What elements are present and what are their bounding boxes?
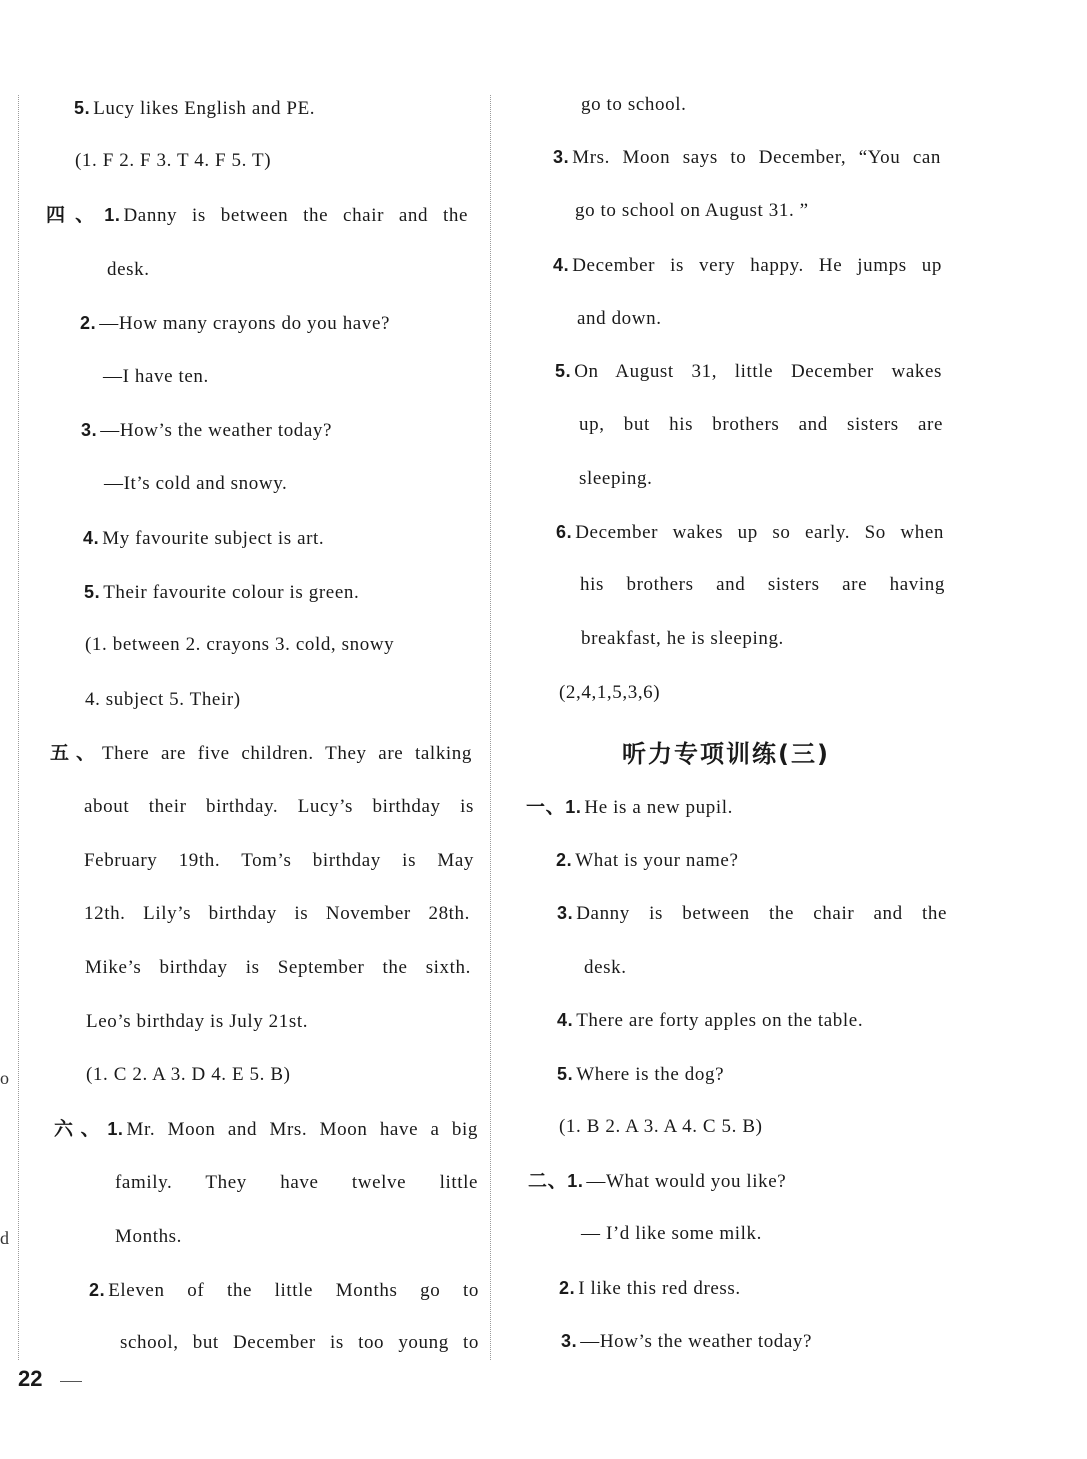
answer-line-cont: his brothers and sisters are having	[580, 574, 945, 595]
answer-line	[557, 901, 947, 926]
answer-text: —How’s the weather today?	[580, 1331, 813, 1352]
answer-text: Danny is between the chair and the	[123, 205, 469, 226]
section-marker: 一、	[526, 796, 566, 818]
answer-line-cont: go to school.	[581, 94, 687, 115]
answer-line-cont: Months.	[115, 1226, 183, 1247]
answer-text: December wakes up so early. So when	[575, 522, 944, 543]
answer-text: Where is the dog?	[576, 1064, 725, 1085]
item-number: 4.	[553, 255, 570, 275]
answer-line-cont: family. They have twelve little	[115, 1172, 478, 1193]
answer-line-cont: —I have ten.	[103, 366, 209, 387]
answer-line	[553, 253, 942, 278]
item-number: 1.	[565, 797, 582, 817]
answer-line	[83, 526, 324, 551]
answer-line-cont: 12th. Lily’s birthday is November 28th.	[84, 903, 470, 924]
answer-line-cont: Mike’s birthday is September the sixth.	[85, 957, 471, 978]
item-number: 5.	[557, 1064, 574, 1084]
answer-line	[81, 418, 332, 443]
item-number: 5.	[74, 98, 91, 118]
answer-text: Their favourite colour is green.	[103, 582, 360, 603]
answer-line	[80, 311, 390, 336]
answer-line	[556, 848, 739, 873]
section-title: 听力专项训练(三)	[622, 740, 830, 768]
page-number-rule	[60, 1381, 82, 1382]
answer-line	[89, 1278, 479, 1303]
left-margin-line	[18, 95, 19, 1360]
answer-text: Mrs. Moon says to December, “You can	[572, 147, 941, 168]
item-number: 5.	[84, 582, 101, 602]
answer-line	[559, 1276, 741, 1301]
answer-line	[561, 1329, 812, 1354]
item-number: 3.	[557, 903, 574, 923]
edge-fragment: d	[0, 1228, 9, 1248]
answer-line	[526, 795, 733, 820]
answer-text: —How’s the weather today?	[100, 420, 333, 441]
answer-line	[553, 145, 941, 170]
answer-text: On August 31, little December wakes	[574, 361, 942, 382]
answer-line	[557, 1008, 863, 1033]
answer-line	[46, 203, 468, 228]
answer-line-cont: desk.	[107, 259, 150, 280]
item-number: 3.	[553, 147, 570, 167]
answer-text: —How many crayons do you have?	[99, 313, 391, 334]
answer-line-cont: February 19th. Tom’s birthday is May	[84, 850, 474, 871]
answer-text: —What would you like?	[586, 1171, 787, 1192]
answer-line-cont: sleeping.	[579, 468, 653, 489]
answer-text: There are forty apples on the table.	[576, 1010, 864, 1031]
section-marker: 二、	[528, 1170, 568, 1192]
answer-line	[74, 96, 315, 121]
item-number: 5.	[555, 361, 572, 381]
answer-line-cont: and down.	[577, 308, 662, 329]
answer-text: What is your name?	[575, 850, 739, 871]
answer-key: (1. C 2. A 3. D 4. E 5. B)	[86, 1064, 291, 1085]
answer-text: Danny is between the chair and the	[576, 903, 947, 924]
answer-key: (1. B 2. A 3. A 4. C 5. B)	[559, 1116, 763, 1137]
answer-key: 4. subject 5. Their)	[85, 689, 241, 710]
answer-line-cont: —It’s cold and snowy.	[104, 473, 288, 494]
item-number: 2.	[556, 850, 573, 870]
answer-line	[54, 1117, 478, 1142]
item-number: 1.	[104, 205, 121, 225]
item-number: 2.	[89, 1280, 106, 1300]
answer-line	[528, 1169, 786, 1194]
item-number: 1.	[107, 1119, 124, 1139]
section-marker: 五、	[50, 742, 102, 764]
answer-text: My favourite subject is art.	[102, 528, 325, 549]
answer-text: Mr. Moon and Mrs. Moon have a big	[126, 1119, 479, 1140]
item-number: 2.	[80, 313, 97, 333]
answer-text: I like this red dress.	[578, 1278, 741, 1299]
item-number: 3.	[81, 420, 98, 440]
answer-text: There are five children. They are talking	[101, 743, 472, 764]
column-divider	[490, 95, 491, 1360]
answer-line	[50, 741, 472, 766]
answer-line	[555, 359, 942, 384]
answer-text: He is a new pupil.	[584, 797, 733, 818]
answer-line-cont: school, but December is too young to	[120, 1332, 479, 1353]
answer-text: December is very happy. He jumps up	[572, 255, 942, 276]
answer-text: Eleven of the little Months go to	[108, 1280, 479, 1301]
answer-text: Lucy likes English and PE.	[93, 98, 316, 119]
answer-line-cont: breakfast, he is sleeping.	[581, 628, 784, 649]
answer-key: (1. F 2. F 3. T 4. F 5. T)	[75, 150, 272, 171]
section-marker: 四、	[46, 204, 105, 226]
answer-line-cont: about their birthday. Lucy’s birthday is	[84, 796, 474, 817]
answer-line-cont: desk.	[584, 957, 627, 978]
section-marker: 六、	[54, 1118, 108, 1140]
answer-line-cont: — I’d like some milk.	[581, 1223, 762, 1244]
item-number: 3.	[561, 1331, 578, 1351]
item-number: 6.	[556, 522, 573, 542]
answer-line	[84, 580, 359, 605]
page-number: 22	[18, 1366, 43, 1391]
answer-key: (2,4,1,5,3,6)	[559, 682, 661, 703]
item-number: 2.	[559, 1278, 576, 1298]
answer-line	[556, 520, 944, 545]
answer-line	[557, 1062, 724, 1087]
item-number: 4.	[557, 1010, 574, 1030]
answer-line-cont: Leo’s birthday is July 21st.	[86, 1011, 309, 1032]
answer-line-cont: up, but his brothers and sisters are	[579, 414, 943, 435]
edge-fragment: o	[0, 1068, 9, 1088]
answer-line-cont: go to school on August 31. ”	[575, 200, 809, 221]
item-number: 1.	[567, 1171, 584, 1191]
item-number: 4.	[83, 528, 100, 548]
answer-key: (1. between 2. crayons 3. cold, snowy	[85, 634, 395, 655]
